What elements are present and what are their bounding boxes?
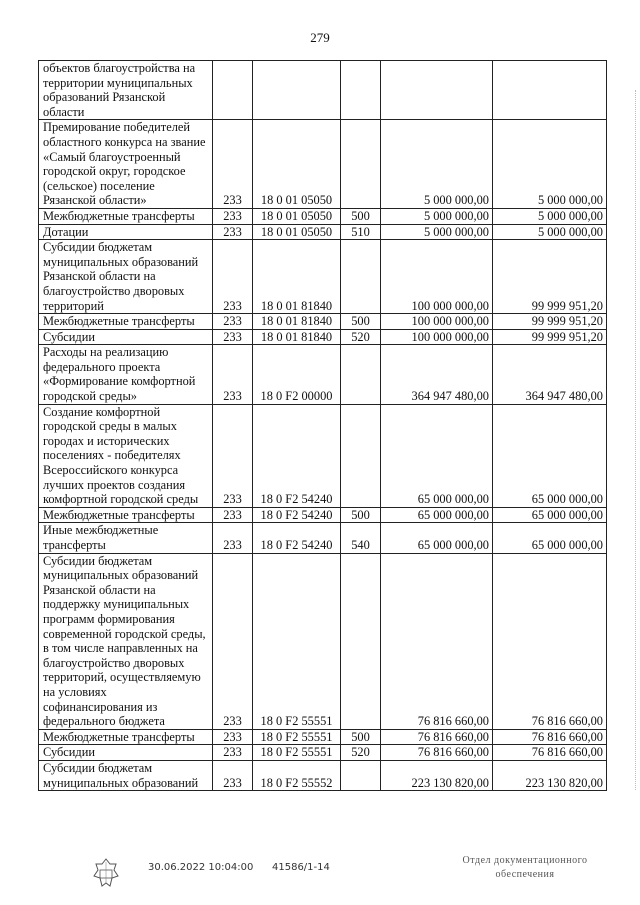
row-amount-plan: 76 816 660,00 xyxy=(381,745,493,761)
row-article: 18 0 F2 55551 xyxy=(253,553,341,729)
document-footer xyxy=(0,852,640,902)
table-row xyxy=(39,729,607,745)
row-amount-actual: 65 000 000,00 xyxy=(493,404,607,507)
row-amount-plan: 5 000 000,00 xyxy=(381,224,493,240)
row-article xyxy=(253,61,341,120)
row-amount-actual: 5 000 000,00 xyxy=(493,224,607,240)
row-expense-type: 500 xyxy=(341,507,381,523)
row-amount-plan: 100 000 000,00 xyxy=(381,314,493,330)
row-code: 233 xyxy=(213,224,253,240)
row-code: 233 xyxy=(213,240,253,314)
row-code: 233 xyxy=(213,523,253,553)
row-article: 18 0 F2 54240 xyxy=(253,507,341,523)
budget-table xyxy=(38,60,607,791)
row-amount-actual: 76 816 660,00 xyxy=(493,745,607,761)
row-name: Субсидии xyxy=(39,745,213,761)
row-article: 18 0 F2 54240 xyxy=(253,404,341,507)
row-amount-actual: 99 999 951,20 xyxy=(493,240,607,314)
table-row xyxy=(39,240,607,314)
row-amount-plan: 65 000 000,00 xyxy=(381,404,493,507)
row-amount-plan: 5 000 000,00 xyxy=(381,120,493,209)
row-code: 233 xyxy=(213,507,253,523)
row-name: Субсидии xyxy=(39,329,213,345)
row-code: 233 xyxy=(213,729,253,745)
page-number: 279 xyxy=(310,30,330,45)
row-amount-plan: 5 000 000,00 xyxy=(381,208,493,224)
row-amount-plan: 223 130 820,00 xyxy=(381,760,493,790)
budget-table-body xyxy=(39,61,607,791)
row-article: 18 0 01 05050 xyxy=(253,120,341,209)
row-amount-plan: 100 000 000,00 xyxy=(381,329,493,345)
row-name: Иные межбюджетные трансферты xyxy=(39,523,213,553)
row-code xyxy=(213,61,253,120)
row-name: Расходы на реализацию федерального проекта «Формирование комфортной городской среды» xyxy=(39,345,213,404)
row-article: 18 0 01 81840 xyxy=(253,314,341,330)
row-expense-type xyxy=(341,760,381,790)
row-article: 18 0 F2 55551 xyxy=(253,729,341,745)
row-code: 233 xyxy=(213,329,253,345)
row-code: 233 xyxy=(213,208,253,224)
row-amount-actual: 76 816 660,00 xyxy=(493,553,607,729)
row-name: Субсидии бюджетам муниципальных образований xyxy=(39,760,213,790)
row-amount-actual: 65 000 000,00 xyxy=(493,507,607,523)
table-row xyxy=(39,208,607,224)
row-name: Субсидии бюджетам муниципальных образований Рязанской области на поддержку муниципальных программ формирования современной городской среды, в том числе направленных на благоустройство дворовых территорий, осуществляемую на условиях софинансирования из федерального бюджета xyxy=(39,553,213,729)
table-row xyxy=(39,553,607,729)
row-amount-actual: 364 947 480,00 xyxy=(493,345,607,404)
row-amount-actual xyxy=(493,61,607,120)
row-amount-actual: 65 000 000,00 xyxy=(493,523,607,553)
row-expense-type xyxy=(341,345,381,404)
row-name: объектов благоустройства на территории муниципальных образований Рязанской области xyxy=(39,61,213,120)
table-row xyxy=(39,314,607,330)
row-code: 233 xyxy=(213,120,253,209)
table-row xyxy=(39,345,607,404)
row-name: Межбюджетные трансферты xyxy=(39,208,213,224)
row-amount-actual: 76 816 660,00 xyxy=(493,729,607,745)
row-name: Субсидии бюджетам муниципальных образований Рязанской области на благоустройство дворовых территорий xyxy=(39,240,213,314)
row-article: 18 0 F2 54240 xyxy=(253,523,341,553)
row-amount-actual: 5 000 000,00 xyxy=(493,208,607,224)
row-article: 18 0 F2 55552 xyxy=(253,760,341,790)
registration-date: 30.06.2022 10:04:00 xyxy=(148,862,254,873)
row-name: Создание комфортной городской среды в малых городах и исторических поселениях - победителях Всероссийского конкурса лучших проектов создания комфортной городской среды xyxy=(39,404,213,507)
table-row xyxy=(39,507,607,523)
row-article: 18 0 01 05050 xyxy=(253,224,341,240)
table-row xyxy=(39,329,607,345)
row-code: 233 xyxy=(213,314,253,330)
table-row xyxy=(39,61,607,120)
row-article: 18 0 F2 55551 xyxy=(253,745,341,761)
row-amount-actual: 5 000 000,00 xyxy=(493,120,607,209)
department-stamp: Отдел документационного обеспечения xyxy=(462,855,588,880)
row-expense-type: 540 xyxy=(341,523,381,553)
row-expense-type xyxy=(341,61,381,120)
row-expense-type: 500 xyxy=(341,729,381,745)
table-row xyxy=(39,745,607,761)
row-code: 233 xyxy=(213,404,253,507)
row-expense-type xyxy=(341,240,381,314)
row-expense-type xyxy=(341,120,381,209)
row-name: Межбюджетные трансферты xyxy=(39,507,213,523)
row-amount-plan: 65 000 000,00 xyxy=(381,507,493,523)
registration-number: 41586/1-14 xyxy=(272,862,330,873)
coat-of-arms-icon xyxy=(90,856,122,893)
row-expense-type: 500 xyxy=(341,314,381,330)
row-name: Межбюджетные трансферты xyxy=(39,729,213,745)
table-row xyxy=(39,224,607,240)
row-amount-plan: 364 947 480,00 xyxy=(381,345,493,404)
row-amount-actual: 223 130 820,00 xyxy=(493,760,607,790)
row-name: Премирование победителей областного конкурса на звание «Самый благоустроенный городской округ, городское (сельское) поселение Рязанской области» xyxy=(39,120,213,209)
table-row xyxy=(39,404,607,507)
scan-margin-marks xyxy=(631,90,636,790)
row-expense-type xyxy=(341,553,381,729)
row-amount-plan: 65 000 000,00 xyxy=(381,523,493,553)
row-expense-type: 500 xyxy=(341,208,381,224)
row-amount-plan: 100 000 000,00 xyxy=(381,240,493,314)
row-code: 233 xyxy=(213,553,253,729)
row-expense-type: 520 xyxy=(341,745,381,761)
table-row xyxy=(39,120,607,209)
row-amount-actual: 99 999 951,20 xyxy=(493,329,607,345)
row-article: 18 0 01 81840 xyxy=(253,240,341,314)
row-expense-type: 510 xyxy=(341,224,381,240)
table-row xyxy=(39,523,607,553)
row-code: 233 xyxy=(213,745,253,761)
row-code: 233 xyxy=(213,760,253,790)
row-amount-actual: 99 999 951,20 xyxy=(493,314,607,330)
row-amount-plan: 76 816 660,00 xyxy=(381,729,493,745)
row-expense-type xyxy=(341,404,381,507)
row-article: 18 0 F2 00000 xyxy=(253,345,341,404)
row-article: 18 0 01 05050 xyxy=(253,208,341,224)
row-expense-type: 520 xyxy=(341,329,381,345)
row-amount-plan xyxy=(381,61,493,120)
row-amount-plan: 76 816 660,00 xyxy=(381,553,493,729)
row-code: 233 xyxy=(213,345,253,404)
row-name: Межбюджетные трансферты xyxy=(39,314,213,330)
row-name: Дотации xyxy=(39,224,213,240)
row-article: 18 0 01 81840 xyxy=(253,329,341,345)
table-row xyxy=(39,760,607,790)
